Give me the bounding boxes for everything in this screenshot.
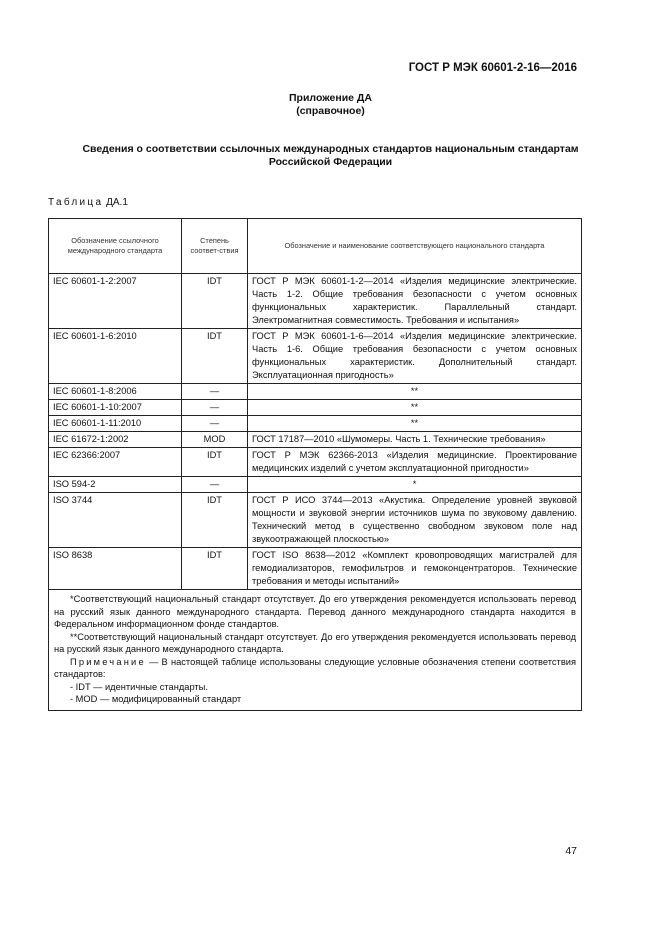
header-degree: Степень соответ-ствия: [182, 219, 248, 274]
cell-international-code: IEC 60601-1-6:2010: [49, 329, 182, 384]
table-footnotes-row: [49, 590, 582, 711]
cell-international-code: IEC 60601-1-8:2006: [49, 384, 182, 400]
cell-degree: IDT: [182, 448, 248, 477]
cell-degree: IDT: [182, 548, 248, 590]
cell-degree: IDT: [182, 329, 248, 384]
cell-international-code: IEC 62366:2007: [49, 448, 182, 477]
cell-degree: —: [182, 384, 248, 400]
header-international-standard: Обозначение ссылочного международного стандарта: [49, 219, 182, 274]
legend-mod: - MOD — модифицированный стандарт: [70, 694, 242, 704]
cell-national-standard: ГОСТ Р ИСО 3744—2013 «Акустика. Определение уровней звуковой мощности и звуковой энергии источников шума по звуковому давлению. Технический метод в существенно свободном звуковом поле над звукоотражающей плоскостью»: [248, 493, 582, 548]
cell-national-standard: ГОСТ Р МЭК 60601-1-6—2014 «Изделия медицинские электрические. Часть 1-6. Общие требования безопасности с учетом основных функциональных характеристик. Дополнительный стандарт. Эксплуатационная пригодность»: [248, 329, 582, 384]
cell-degree: IDT: [182, 493, 248, 548]
cell-international-code: ISO 8638: [49, 548, 182, 590]
table-label: [48, 197, 128, 208]
cell-international-code: ISO 594-2: [49, 477, 182, 493]
cell-national-standard: ГОСТ 17187—2010 «Шумомеры. Часть 1. Технические требования»: [248, 432, 582, 448]
cell-national-standard: ГОСТ Р МЭК 62366-2013 «Изделия медицинские. Проектирование медицинских изделий с учетом эксплуатационной пригодности»: [248, 448, 582, 477]
table-row: [49, 329, 582, 384]
appendix-title: Приложение ДА: [289, 92, 372, 104]
section-title-line2: Российской Федерации: [268, 156, 393, 168]
table-label-number: ДА.1: [106, 197, 128, 208]
cell-international-code: IEC 60601-1-11:2010: [49, 416, 182, 432]
table-row: [49, 416, 582, 432]
table-row: [49, 477, 582, 493]
table-row: [49, 432, 582, 448]
table-row: [49, 274, 582, 329]
appendix-heading: [0, 92, 661, 118]
table-row: [49, 493, 582, 548]
cell-degree: —: [182, 400, 248, 416]
table-label-prefix: Таблица: [48, 197, 104, 208]
table-row: [49, 400, 582, 416]
footnote-double-star: **Соответствующий национальный стандарт отсутствует. До его утверждения рекомендуется использовать перевод на русский язык данного международного стандарта.: [54, 631, 576, 654]
note-text: — В настоящей таблице использованы следующие условные обозначения степени соответствия стандартов:: [54, 656, 576, 679]
cell-international-code: IEC 61672-1:2002: [49, 432, 182, 448]
legend-idt: - IDT — идентичные стандарты.: [70, 681, 208, 692]
section-title: [48, 143, 613, 169]
cell-international-code: ISO 3744: [49, 493, 182, 548]
table-note: [54, 656, 576, 681]
document-header: ГОСТ Р МЭК 60601-2-16—2016: [408, 62, 577, 74]
cell-degree: —: [182, 416, 248, 432]
note-label: Примечание: [70, 656, 146, 667]
cell-international-code: IEC 60601-1-2:2007: [49, 274, 182, 329]
cell-national-standard: *: [248, 477, 582, 493]
cell-national-standard: **: [248, 416, 582, 432]
header-national-standard: Обозначение и наименование соответствующего национального стандарта: [248, 219, 582, 274]
section-title-line1: Сведения о соответствии ссылочных международных стандартов национальным стандартам: [82, 143, 579, 155]
table-row: [49, 548, 582, 590]
cell-degree: IDT: [182, 274, 248, 329]
table-footnotes: [49, 590, 582, 711]
appendix-subtitle: (справочное): [296, 105, 365, 117]
table-row: [49, 384, 582, 400]
table-header-row: [49, 219, 582, 274]
table-row: [49, 448, 582, 477]
footnote-single-star: *Соответствующий национальный стандарт отсутствует. До его утверждения рекомендуется использовать перевод на русский язык данного международного стандарта. Перевод данного международного стандарта находится в Федеральном информационном фонде стандартов.: [54, 594, 576, 629]
cell-national-standard: ГОСТ Р МЭК 60601-1-2—2014 «Изделия медицинские электрические. Часть 1-2. Общие требования безопасности с учетом основных функциональных характеристик. Параллельный стандарт. Электромагнитная совместимость. Требования и испытания»: [248, 274, 582, 329]
cell-national-standard: ГОСТ ISO 8638—2012 «Комплект кровопроводящих магистралей для гемодиализаторов, гемофильтров и гемоконцентраторов. Технические требования и методы испытаний»: [248, 548, 582, 590]
correspondence-table: [48, 218, 582, 711]
correspondence-table-container: [48, 218, 581, 711]
cell-national-standard: **: [248, 384, 582, 400]
cell-degree: —: [182, 477, 248, 493]
cell-national-standard: **: [248, 400, 582, 416]
cell-degree: MOD: [182, 432, 248, 448]
page-number: 47: [565, 845, 577, 857]
cell-international-code: IEC 60601-1-10:2007: [49, 400, 182, 416]
